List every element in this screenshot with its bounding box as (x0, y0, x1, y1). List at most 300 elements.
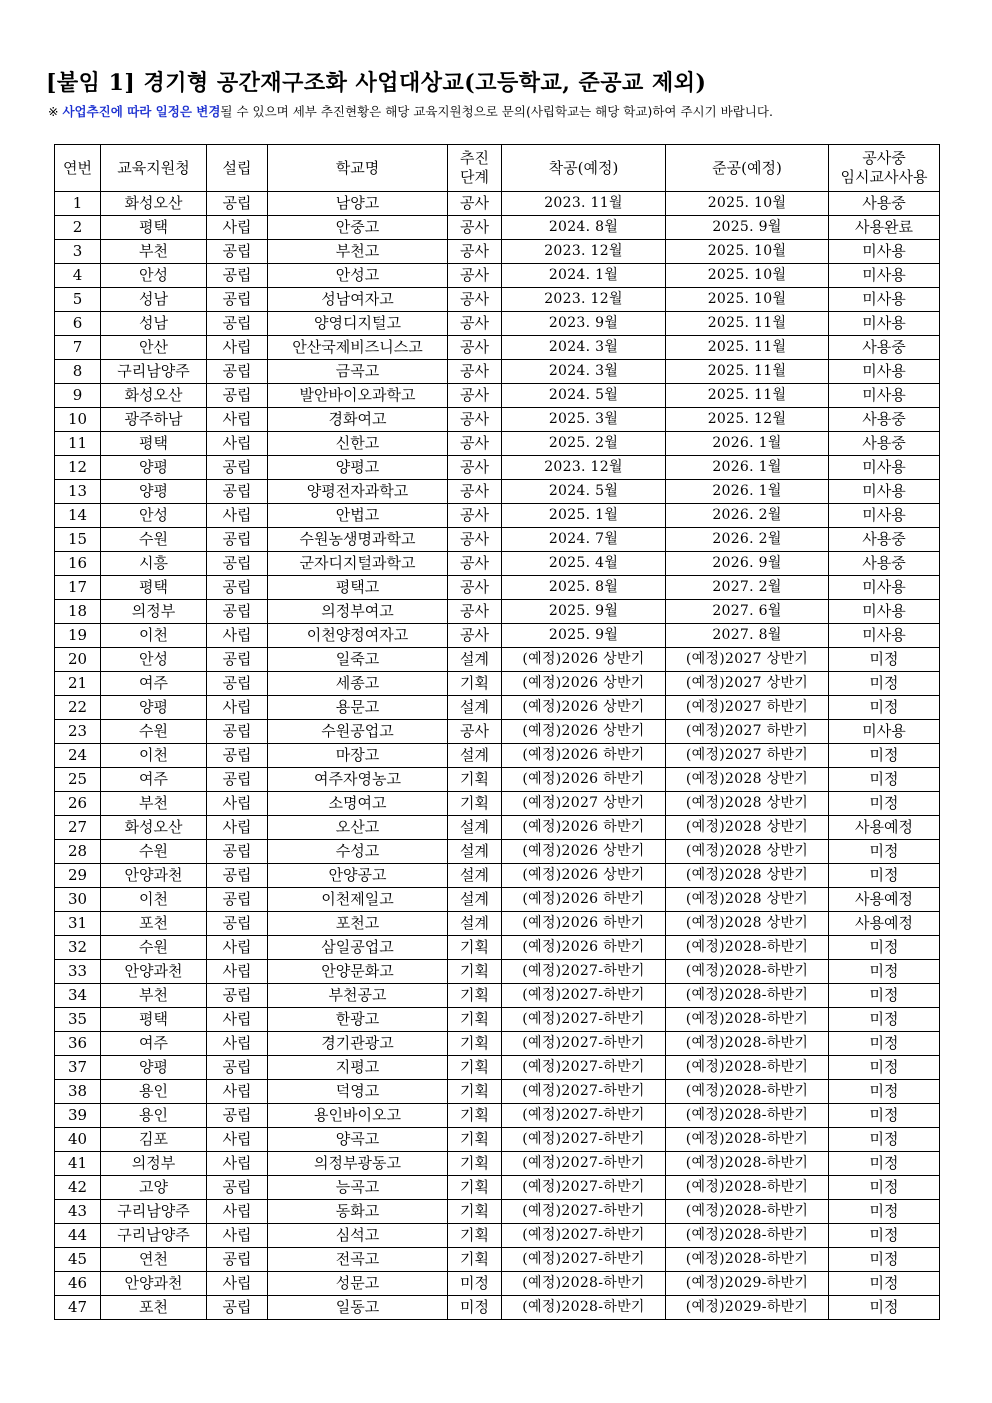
table-header-row (55, 145, 940, 192)
cell-type: 사립 (207, 336, 268, 360)
cell-office: 의정부 (101, 1152, 207, 1176)
cell-stage: 설계 (448, 912, 502, 936)
cell-start: (예정)2026 상반기 (502, 720, 666, 744)
cell-stage: 공사 (448, 264, 502, 288)
cell-finish: 2025. 9월 (666, 216, 829, 240)
cell-temp: 미정 (829, 1008, 940, 1032)
cell-temp: 미정 (829, 792, 940, 816)
cell-office: 연천 (101, 1248, 207, 1272)
cell-school: 안중고 (268, 216, 448, 240)
cell-start: (예정)2027-하반기 (502, 1080, 666, 1104)
cell-office: 안성 (101, 504, 207, 528)
cell-stage: 기획 (448, 1104, 502, 1128)
cell-school: 세종고 (268, 672, 448, 696)
cell-finish: (예정)2028-하반기 (666, 1152, 829, 1176)
cell-temp: 미사용 (829, 720, 940, 744)
cell-temp: 미사용 (829, 288, 940, 312)
cell-type: 공립 (207, 192, 268, 216)
cell-finish: (예정)2028-하반기 (666, 1224, 829, 1248)
cell-no: 15 (55, 528, 101, 552)
table-row (55, 648, 940, 672)
cell-stage: 설계 (448, 840, 502, 864)
cell-stage: 기획 (448, 1176, 502, 1200)
cell-no: 18 (55, 600, 101, 624)
header-school: 학교명 (268, 145, 448, 192)
cell-type: 공립 (207, 576, 268, 600)
header-stage (448, 145, 502, 192)
cell-type: 공립 (207, 720, 268, 744)
cell-school: 금곡고 (268, 360, 448, 384)
notice-prefix: ※ (48, 104, 63, 119)
cell-office: 이천 (101, 744, 207, 768)
cell-finish: 2026. 1월 (666, 480, 829, 504)
cell-school: 심석고 (268, 1224, 448, 1248)
cell-office: 이천 (101, 624, 207, 648)
cell-office: 성남 (101, 312, 207, 336)
cell-stage: 공사 (448, 600, 502, 624)
table-row (55, 1008, 940, 1032)
cell-stage: 기획 (448, 672, 502, 696)
cell-stage: 공사 (448, 240, 502, 264)
table-body (55, 192, 940, 1320)
cell-stage: 미정 (448, 1272, 502, 1296)
cell-stage: 공사 (448, 624, 502, 648)
table-row (55, 456, 940, 480)
cell-no: 1 (55, 192, 101, 216)
cell-finish: (예정)2027 하반기 (666, 744, 829, 768)
cell-temp: 미정 (829, 648, 940, 672)
cell-office: 평택 (101, 216, 207, 240)
cell-no: 25 (55, 768, 101, 792)
cell-no: 28 (55, 840, 101, 864)
cell-temp: 미정 (829, 1056, 940, 1080)
cell-school: 의정부여고 (268, 600, 448, 624)
cell-no: 23 (55, 720, 101, 744)
cell-finish: 2025. 12월 (666, 408, 829, 432)
cell-no: 6 (55, 312, 101, 336)
cell-temp: 미정 (829, 1104, 940, 1128)
cell-finish: 2026. 2월 (666, 528, 829, 552)
cell-finish: (예정)2028-하반기 (666, 1056, 829, 1080)
table-row (55, 960, 940, 984)
cell-no: 35 (55, 1008, 101, 1032)
cell-school: 수원농생명과학고 (268, 528, 448, 552)
cell-start: (예정)2028-하반기 (502, 1272, 666, 1296)
cell-type: 공립 (207, 1296, 268, 1320)
cell-school: 동화고 (268, 1200, 448, 1224)
cell-finish: (예정)2027 하반기 (666, 720, 829, 744)
table-row (55, 1224, 940, 1248)
cell-stage: 기획 (448, 1032, 502, 1056)
cell-stage: 공사 (448, 528, 502, 552)
cell-school: 수원공업고 (268, 720, 448, 744)
cell-start: (예정)2026 하반기 (502, 768, 666, 792)
cell-type: 사립 (207, 624, 268, 648)
cell-office: 평택 (101, 1008, 207, 1032)
table-row (55, 600, 940, 624)
table-row (55, 744, 940, 768)
cell-finish: (예정)2028-하반기 (666, 1032, 829, 1056)
cell-type: 사립 (207, 960, 268, 984)
cell-no: 10 (55, 408, 101, 432)
cell-start: (예정)2027-하반기 (502, 1176, 666, 1200)
cell-type: 공립 (207, 1056, 268, 1080)
cell-office: 김포 (101, 1128, 207, 1152)
cell-finish: 2026. 1월 (666, 432, 829, 456)
cell-temp: 미사용 (829, 360, 940, 384)
cell-type: 공립 (207, 768, 268, 792)
cell-temp: 미정 (829, 864, 940, 888)
cell-school: 지평고 (268, 1056, 448, 1080)
cell-stage: 공사 (448, 216, 502, 240)
cell-type: 사립 (207, 408, 268, 432)
cell-no: 27 (55, 816, 101, 840)
cell-office: 성남 (101, 288, 207, 312)
cell-start: (예정)2027-하반기 (502, 1104, 666, 1128)
header-office: 교육지원청 (101, 145, 207, 192)
cell-temp: 미사용 (829, 624, 940, 648)
cell-stage: 미정 (448, 1296, 502, 1320)
cell-stage: 설계 (448, 888, 502, 912)
cell-temp: 미정 (829, 1152, 940, 1176)
cell-temp: 사용예정 (829, 816, 940, 840)
cell-school: 일죽고 (268, 648, 448, 672)
cell-start: (예정)2027-하반기 (502, 1224, 666, 1248)
cell-temp: 미사용 (829, 504, 940, 528)
cell-office: 안산 (101, 336, 207, 360)
cell-temp: 미정 (829, 768, 940, 792)
cell-temp: 사용중 (829, 528, 940, 552)
table-row (55, 528, 940, 552)
table-row (55, 696, 940, 720)
header-finish: 준공(예정) (666, 145, 829, 192)
cell-temp: 미정 (829, 1128, 940, 1152)
table-row (55, 1296, 940, 1320)
cell-no: 37 (55, 1056, 101, 1080)
table-row (55, 864, 940, 888)
cell-finish: (예정)2028-하반기 (666, 1200, 829, 1224)
cell-start: 2025. 9월 (502, 600, 666, 624)
cell-temp: 미정 (829, 984, 940, 1008)
cell-finish: 2025. 11월 (666, 312, 829, 336)
school-schedule-table (54, 144, 940, 1320)
cell-type: 사립 (207, 1032, 268, 1056)
header-temp-line1: 공사중 (862, 149, 906, 167)
cell-start: 2024. 8월 (502, 216, 666, 240)
cell-stage: 기획 (448, 1248, 502, 1272)
cell-no: 4 (55, 264, 101, 288)
cell-type: 공립 (207, 552, 268, 576)
cell-start: 2025. 4월 (502, 552, 666, 576)
document-title: [붙임 1] 경기형 공간재구조화 사업대상교(고등학교, 준공교 제외) (46, 70, 707, 96)
cell-temp: 미정 (829, 744, 940, 768)
cell-finish: (예정)2027 상반기 (666, 672, 829, 696)
table-row (55, 576, 940, 600)
cell-stage: 설계 (448, 816, 502, 840)
cell-start: (예정)2026 하반기 (502, 888, 666, 912)
table-row (55, 384, 940, 408)
cell-school: 포천고 (268, 912, 448, 936)
table-row (55, 816, 940, 840)
cell-finish: 2025. 11월 (666, 360, 829, 384)
cell-no: 17 (55, 576, 101, 600)
cell-temp: 사용중 (829, 192, 940, 216)
cell-stage: 공사 (448, 288, 502, 312)
cell-finish: (예정)2028-하반기 (666, 936, 829, 960)
table-row (55, 192, 940, 216)
cell-type: 사립 (207, 432, 268, 456)
cell-no: 39 (55, 1104, 101, 1128)
cell-type: 공립 (207, 1248, 268, 1272)
table-row (55, 720, 940, 744)
cell-stage: 공사 (448, 432, 502, 456)
cell-school: 여주자영농고 (268, 768, 448, 792)
cell-type: 사립 (207, 696, 268, 720)
cell-start: (예정)2027-하반기 (502, 1008, 666, 1032)
cell-stage: 공사 (448, 384, 502, 408)
cell-no: 34 (55, 984, 101, 1008)
header-stage-line2: 단계 (460, 168, 489, 186)
cell-start: 2023. 12월 (502, 240, 666, 264)
table-row (55, 792, 940, 816)
cell-temp: 미정 (829, 1080, 940, 1104)
cell-temp: 미정 (829, 672, 940, 696)
cell-start: 2023. 9월 (502, 312, 666, 336)
table-row (55, 1128, 940, 1152)
cell-no: 21 (55, 672, 101, 696)
table-row (55, 552, 940, 576)
cell-school: 군자디지털과학고 (268, 552, 448, 576)
cell-no: 44 (55, 1224, 101, 1248)
cell-start: (예정)2026 하반기 (502, 912, 666, 936)
table-row (55, 840, 940, 864)
table-row (55, 1104, 940, 1128)
cell-office: 부천 (101, 792, 207, 816)
cell-finish: 2025. 10월 (666, 264, 829, 288)
cell-temp: 사용중 (829, 336, 940, 360)
cell-school: 용인바이오고 (268, 1104, 448, 1128)
cell-start: 2025. 3월 (502, 408, 666, 432)
cell-office: 안성 (101, 264, 207, 288)
table-row (55, 264, 940, 288)
cell-school: 오산고 (268, 816, 448, 840)
cell-finish: 2027. 8월 (666, 624, 829, 648)
cell-no: 20 (55, 648, 101, 672)
cell-finish: (예정)2028-하반기 (666, 1104, 829, 1128)
cell-school: 이천제일고 (268, 888, 448, 912)
cell-temp: 미사용 (829, 600, 940, 624)
cell-temp: 미정 (829, 1200, 940, 1224)
cell-school: 양영디지털고 (268, 312, 448, 336)
cell-no: 40 (55, 1128, 101, 1152)
cell-no: 7 (55, 336, 101, 360)
cell-start: 2024. 1월 (502, 264, 666, 288)
cell-office: 안양과천 (101, 864, 207, 888)
cell-office: 화성오산 (101, 816, 207, 840)
cell-start: 2025. 8월 (502, 576, 666, 600)
cell-office: 양평 (101, 1056, 207, 1080)
header-temp-line2: 임시교사사용 (840, 168, 928, 186)
cell-temp: 미정 (829, 840, 940, 864)
cell-finish: (예정)2028-하반기 (666, 1080, 829, 1104)
header-stage-line1: 추진 (460, 149, 489, 167)
cell-finish: (예정)2029-하반기 (666, 1296, 829, 1320)
cell-finish: 2025. 10월 (666, 288, 829, 312)
cell-no: 12 (55, 456, 101, 480)
cell-school: 양평전자과학고 (268, 480, 448, 504)
cell-school: 경화여고 (268, 408, 448, 432)
cell-start: 2024. 7월 (502, 528, 666, 552)
cell-no: 22 (55, 696, 101, 720)
cell-finish: (예정)2028-하반기 (666, 1248, 829, 1272)
cell-temp: 미사용 (829, 456, 940, 480)
cell-school: 발안바이오과학고 (268, 384, 448, 408)
cell-start: (예정)2026 하반기 (502, 816, 666, 840)
cell-school: 수성고 (268, 840, 448, 864)
table-row (55, 1152, 940, 1176)
table-row (55, 672, 940, 696)
cell-temp: 미정 (829, 1272, 940, 1296)
cell-stage: 설계 (448, 648, 502, 672)
cell-stage: 공사 (448, 552, 502, 576)
cell-temp: 미정 (829, 1248, 940, 1272)
cell-type: 사립 (207, 1200, 268, 1224)
cell-type: 공립 (207, 600, 268, 624)
cell-temp: 미사용 (829, 312, 940, 336)
cell-type: 공립 (207, 1176, 268, 1200)
cell-temp: 미정 (829, 960, 940, 984)
cell-type: 사립 (207, 1224, 268, 1248)
cell-finish: 2025. 11월 (666, 336, 829, 360)
cell-no: 36 (55, 1032, 101, 1056)
cell-no: 16 (55, 552, 101, 576)
cell-no: 46 (55, 1272, 101, 1296)
cell-start: (예정)2027-하반기 (502, 1200, 666, 1224)
cell-finish: (예정)2027 상반기 (666, 648, 829, 672)
cell-office: 평택 (101, 576, 207, 600)
cell-temp: 사용중 (829, 432, 940, 456)
cell-office: 화성오산 (101, 192, 207, 216)
cell-office: 포천 (101, 912, 207, 936)
cell-finish: (예정)2028 상반기 (666, 816, 829, 840)
cell-school: 부천고 (268, 240, 448, 264)
cell-office: 여주 (101, 672, 207, 696)
cell-office: 화성오산 (101, 384, 207, 408)
cell-school: 전곡고 (268, 1248, 448, 1272)
cell-temp: 미정 (829, 1176, 940, 1200)
cell-school: 안법고 (268, 504, 448, 528)
cell-school: 안산국제비즈니스고 (268, 336, 448, 360)
cell-stage: 공사 (448, 360, 502, 384)
cell-school: 일동고 (268, 1296, 448, 1320)
cell-temp: 미정 (829, 1224, 940, 1248)
table-row (55, 984, 940, 1008)
cell-school: 신한고 (268, 432, 448, 456)
table-row (55, 912, 940, 936)
cell-office: 평택 (101, 432, 207, 456)
cell-stage: 공사 (448, 720, 502, 744)
table-row (55, 1080, 940, 1104)
cell-start: (예정)2027-하반기 (502, 1032, 666, 1056)
cell-type: 사립 (207, 792, 268, 816)
cell-finish: 2026. 2월 (666, 504, 829, 528)
table-row (55, 216, 940, 240)
cell-office: 안성 (101, 648, 207, 672)
cell-no: 14 (55, 504, 101, 528)
cell-finish: 2026. 1월 (666, 456, 829, 480)
cell-type: 공립 (207, 744, 268, 768)
cell-finish: 2026. 9월 (666, 552, 829, 576)
cell-office: 수원 (101, 840, 207, 864)
table-row (55, 408, 940, 432)
cell-finish: (예정)2028-하반기 (666, 984, 829, 1008)
cell-start: (예정)2027-하반기 (502, 984, 666, 1008)
cell-no: 38 (55, 1080, 101, 1104)
cell-temp: 미정 (829, 1296, 940, 1320)
cell-finish: (예정)2028-하반기 (666, 1128, 829, 1152)
cell-stage: 공사 (448, 480, 502, 504)
cell-office: 용인 (101, 1080, 207, 1104)
table-row (55, 504, 940, 528)
cell-temp: 미정 (829, 936, 940, 960)
cell-school: 삼일공업고 (268, 936, 448, 960)
cell-finish: 2025. 11월 (666, 384, 829, 408)
cell-finish: (예정)2029-하반기 (666, 1272, 829, 1296)
cell-start: (예정)2027-하반기 (502, 1128, 666, 1152)
cell-no: 32 (55, 936, 101, 960)
notice-rest: 될 수 있으며 세부 추진현황은 해당 교육지원청으로 문의(사립학교는 해당 학교)하여 주시기 바랍니다. (220, 104, 773, 119)
cell-finish: (예정)2028 상반기 (666, 888, 829, 912)
cell-school: 의정부광동고 (268, 1152, 448, 1176)
cell-start: (예정)2026 상반기 (502, 696, 666, 720)
cell-office: 수원 (101, 528, 207, 552)
cell-school: 덕영고 (268, 1080, 448, 1104)
cell-stage: 공사 (448, 408, 502, 432)
cell-finish: (예정)2028 상반기 (666, 840, 829, 864)
cell-office: 포천 (101, 1296, 207, 1320)
table-row (55, 240, 940, 264)
table-row (55, 888, 940, 912)
cell-type: 공립 (207, 648, 268, 672)
cell-office: 고양 (101, 1176, 207, 1200)
cell-school: 안양공고 (268, 864, 448, 888)
cell-start: 2025. 9월 (502, 624, 666, 648)
cell-stage: 기획 (448, 1056, 502, 1080)
cell-start: 2024. 3월 (502, 336, 666, 360)
cell-type: 공립 (207, 864, 268, 888)
cell-school: 평택고 (268, 576, 448, 600)
cell-start: (예정)2026 상반기 (502, 840, 666, 864)
cell-office: 수원 (101, 936, 207, 960)
cell-no: 13 (55, 480, 101, 504)
cell-no: 8 (55, 360, 101, 384)
cell-no: 45 (55, 1248, 101, 1272)
cell-stage: 기획 (448, 1224, 502, 1248)
cell-finish: (예정)2028 상반기 (666, 792, 829, 816)
cell-office: 구리남양주 (101, 1200, 207, 1224)
cell-no: 30 (55, 888, 101, 912)
cell-type: 공립 (207, 672, 268, 696)
cell-office: 부천 (101, 240, 207, 264)
cell-office: 양평 (101, 696, 207, 720)
cell-start: 2024. 3월 (502, 360, 666, 384)
cell-office: 용인 (101, 1104, 207, 1128)
cell-type: 사립 (207, 1128, 268, 1152)
header-no: 연번 (55, 145, 101, 192)
table-row (55, 1272, 940, 1296)
cell-type: 공립 (207, 480, 268, 504)
cell-type: 공립 (207, 1104, 268, 1128)
